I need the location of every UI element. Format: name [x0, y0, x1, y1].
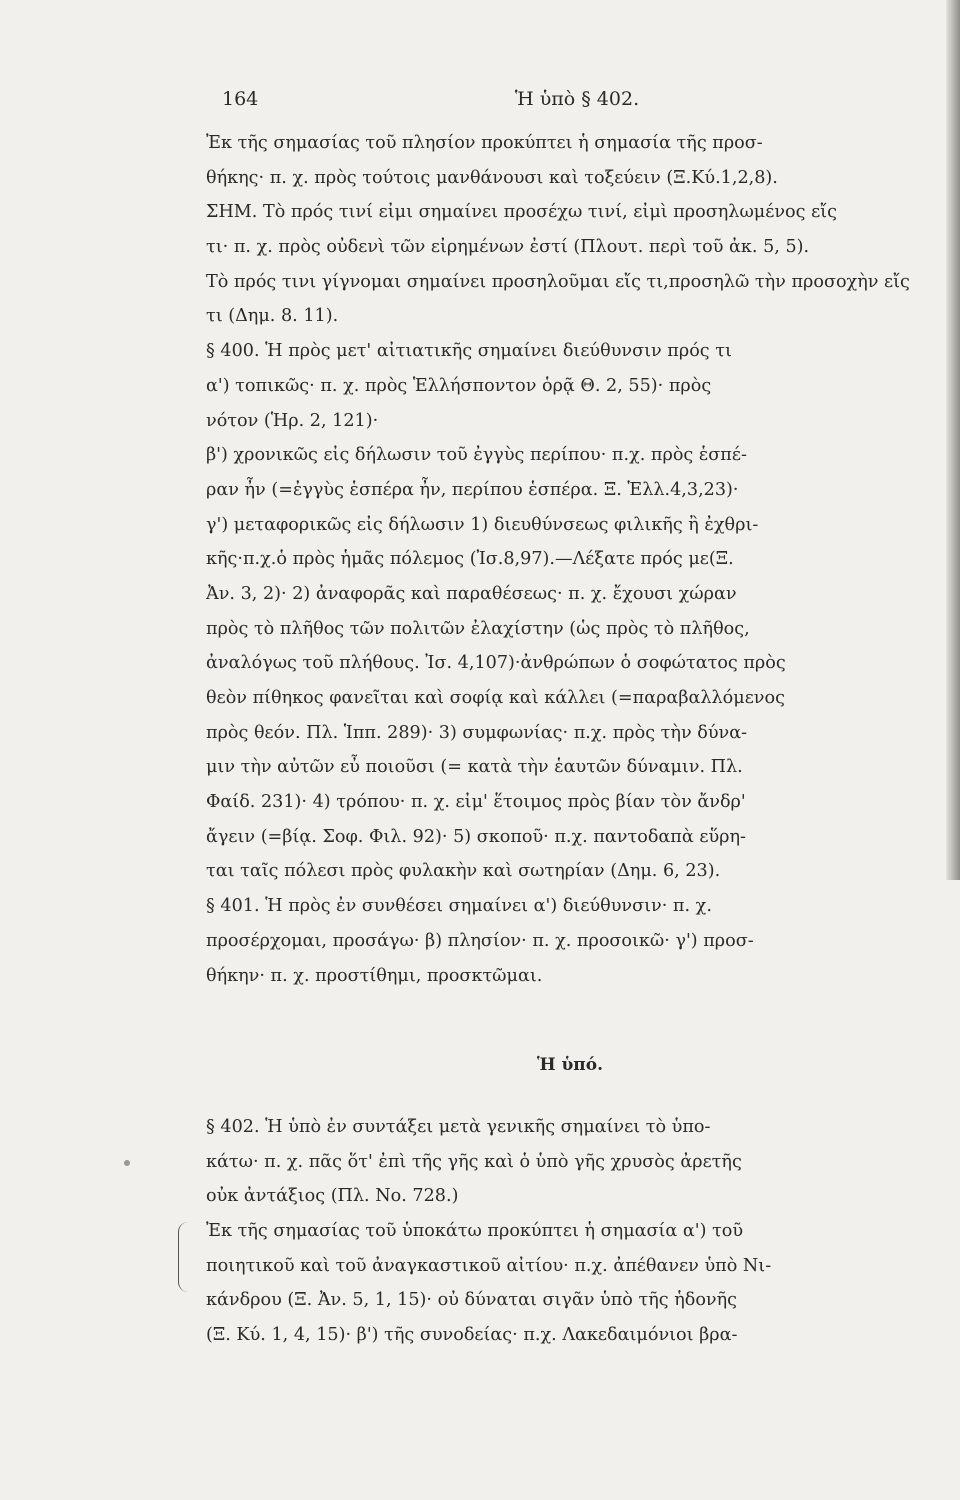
- text-line: κάτω· π. χ. πᾶς ὅτ' ἐπὶ τῆς γῆς καὶ ὁ ὑπὸ γῆς χρυσὸς ἀρετῆς: [206, 1151, 742, 1172]
- page-edge-lower: [946, 880, 960, 1500]
- text-line: νότον (Ἡρ. 2, 121)·: [206, 410, 379, 431]
- body-text-top: [206, 126, 934, 993]
- text-line: § 402. Ἡ ὑπὸ ἐν συντάξει μετὰ γενικῆς σημαίνει τὸ ὑπο-: [206, 1117, 711, 1137]
- text-line: ἄγειν (=βίᾳ. Σοφ. Φιλ. 92)· 5) σκοποῦ· π.χ. παντοδαπὰ εὕρη-: [206, 826, 746, 847]
- text-line: πρὸς τὸ πλῆθος τῶν πολιτῶν ἐλαχίστην (ὡς πρὸς τὸ πλῆθος,: [206, 618, 750, 639]
- text-line: Φαίδ. 231)· 4) τρόπου· π. χ. εἰμ' ἕτοιμος πρὸς βίαν τὸν ἄνδρ': [206, 792, 746, 813]
- text-line: β') χρονικῶς εἰς δήλωσιν τοῦ ἐγγὺς περίπου· π.χ. πρὸς ἑσπέ-: [206, 445, 747, 466]
- section-heading: Ἡ ὑπό.: [536, 1055, 604, 1075]
- text-line: κάνδρου (Ξ. Ἀν. 5, 1, 15)· οὐ δύναται σιγᾶν ὑπὸ τῆς ἡδονῆς: [206, 1290, 738, 1311]
- text-line: α') τοπικῶς· π. χ. πρὸς Ἑλλήσποντον ὁρᾷ Θ. 2, 55)· πρὸς: [206, 375, 712, 396]
- text-line: § 400. Ἡ πρὸς μετ' αἰτιατικῆς σημαίνει διεύθυνσιν πρός τι: [206, 341, 732, 362]
- running-header: [222, 88, 932, 118]
- text-line: μιν τὴν αὐτῶν εὖ ποιοῦσι (= κατὰ τὴν ἑαυτῶν δύναμιν. Πλ.: [206, 757, 743, 778]
- text-line: τι (Δημ. 8. 11).: [206, 306, 339, 327]
- text-line: ἀναλόγως τοῦ πλήθους. Ἰσ. 4,107)·ἀνθρώπων ὁ σοφώτατος πρὸς: [206, 653, 786, 674]
- text-line: ται ταῖς πόλεσι πρὸς φυλακὴν καὶ σωτηρίαν (Δημ. 6, 23).: [206, 861, 721, 882]
- text-line: κῆς·π.χ.ὁ πρὸς ἡμᾶς πόλεμος (Ἰσ.8,97).—Λέξατε πρός με(Ξ.: [206, 549, 734, 570]
- text-line: Ἐκ τῆς σημασίας τοῦ ὑποκάτω προκύπτει ἡ σημασία α') τοῦ: [206, 1221, 744, 1242]
- text-line: ραν ἦν (=ἐγγὺς ἑσπέρα ἦν, περίπου ἑσπέρα. Ξ. Ἑλλ.4,3,23)·: [206, 479, 739, 500]
- margin-dot: [124, 1160, 130, 1166]
- text-line: Τὸ πρός τινι γίγνομαι σημαίνει προσηλοῦμαι εἴς τι,προσηλῶ τὴν προσοχὴν εἴς: [206, 271, 910, 292]
- margin-bracket: [178, 1222, 189, 1292]
- text-line: (Ξ. Κύ. 1, 4, 15)· β') τῆς συνοδείας· π.χ. Λακεδαιμόνιοι βρα-: [206, 1325, 738, 1346]
- text-line: Ἀν. 3, 2)· 2) ἀναφορᾶς καὶ παραθέσεως· π. χ. ἔχουσι χώραν: [206, 583, 737, 604]
- running-title: Ἡ ὑπὸ § 402.: [514, 88, 640, 110]
- text-line: γ') μεταφορικῶς εἰς δήλωσιν 1) διευθύνσεως φιλικῆς ἢ ἐχθρι-: [206, 514, 759, 535]
- page-number: 164: [222, 88, 259, 110]
- text-line: οὐκ ἀντάξιος (Πλ. Νο. 728.): [206, 1186, 459, 1207]
- body-text-bottom: [206, 1110, 934, 1353]
- text-line: τι· π. χ. πρὸς οὐδενὶ τῶν εἰρημένων ἐστί (Πλουτ. περὶ τοῦ ἀκ. 5, 5).: [206, 237, 810, 258]
- text-line: θεὸν πίθηκος φανεῖται καὶ σοφίᾳ καὶ κάλλει (=παραβαλλόμενος: [206, 688, 785, 708]
- text-line: § 401. Ἡ πρὸς ἐν συνθέσει σημαίνει α') διεύθυνσιν· π. χ.: [206, 896, 712, 917]
- text-line: Ἐκ τῆς σημασίας τοῦ πλησίον προκύπτει ἡ σημασία τῆς προσ-: [206, 133, 763, 153]
- text-line: ΣΗΜ. Τὸ πρός τινί εἰμι σημαίνει προσέχω τινί, εἰμὶ προσηλωμένος εἴς: [206, 202, 837, 223]
- text-line: πρὸς θεόν. Πλ. Ἱππ. 289)· 3) συμφωνίας· π.χ. πρὸς τὴν δύνα-: [206, 722, 748, 743]
- text-line: ποιητικοῦ καὶ τοῦ ἀναγκαστικοῦ αἰτίου· π.χ. ἀπέθανεν ὑπὸ Νι-: [206, 1255, 772, 1276]
- text-line: θήκην· π. χ. προστίθημι, προσκτῶμαι.: [206, 965, 543, 986]
- text-line: προσέρχομαι, προσάγω· β) πλησίον· π. χ. προσοικῶ· γ') προσ-: [206, 930, 754, 951]
- text-line: θήκης· π. χ. πρὸς τούτοις μανθάνουσι καὶ τοξεύειν (Ξ.Κύ.1,2,8).: [206, 167, 778, 188]
